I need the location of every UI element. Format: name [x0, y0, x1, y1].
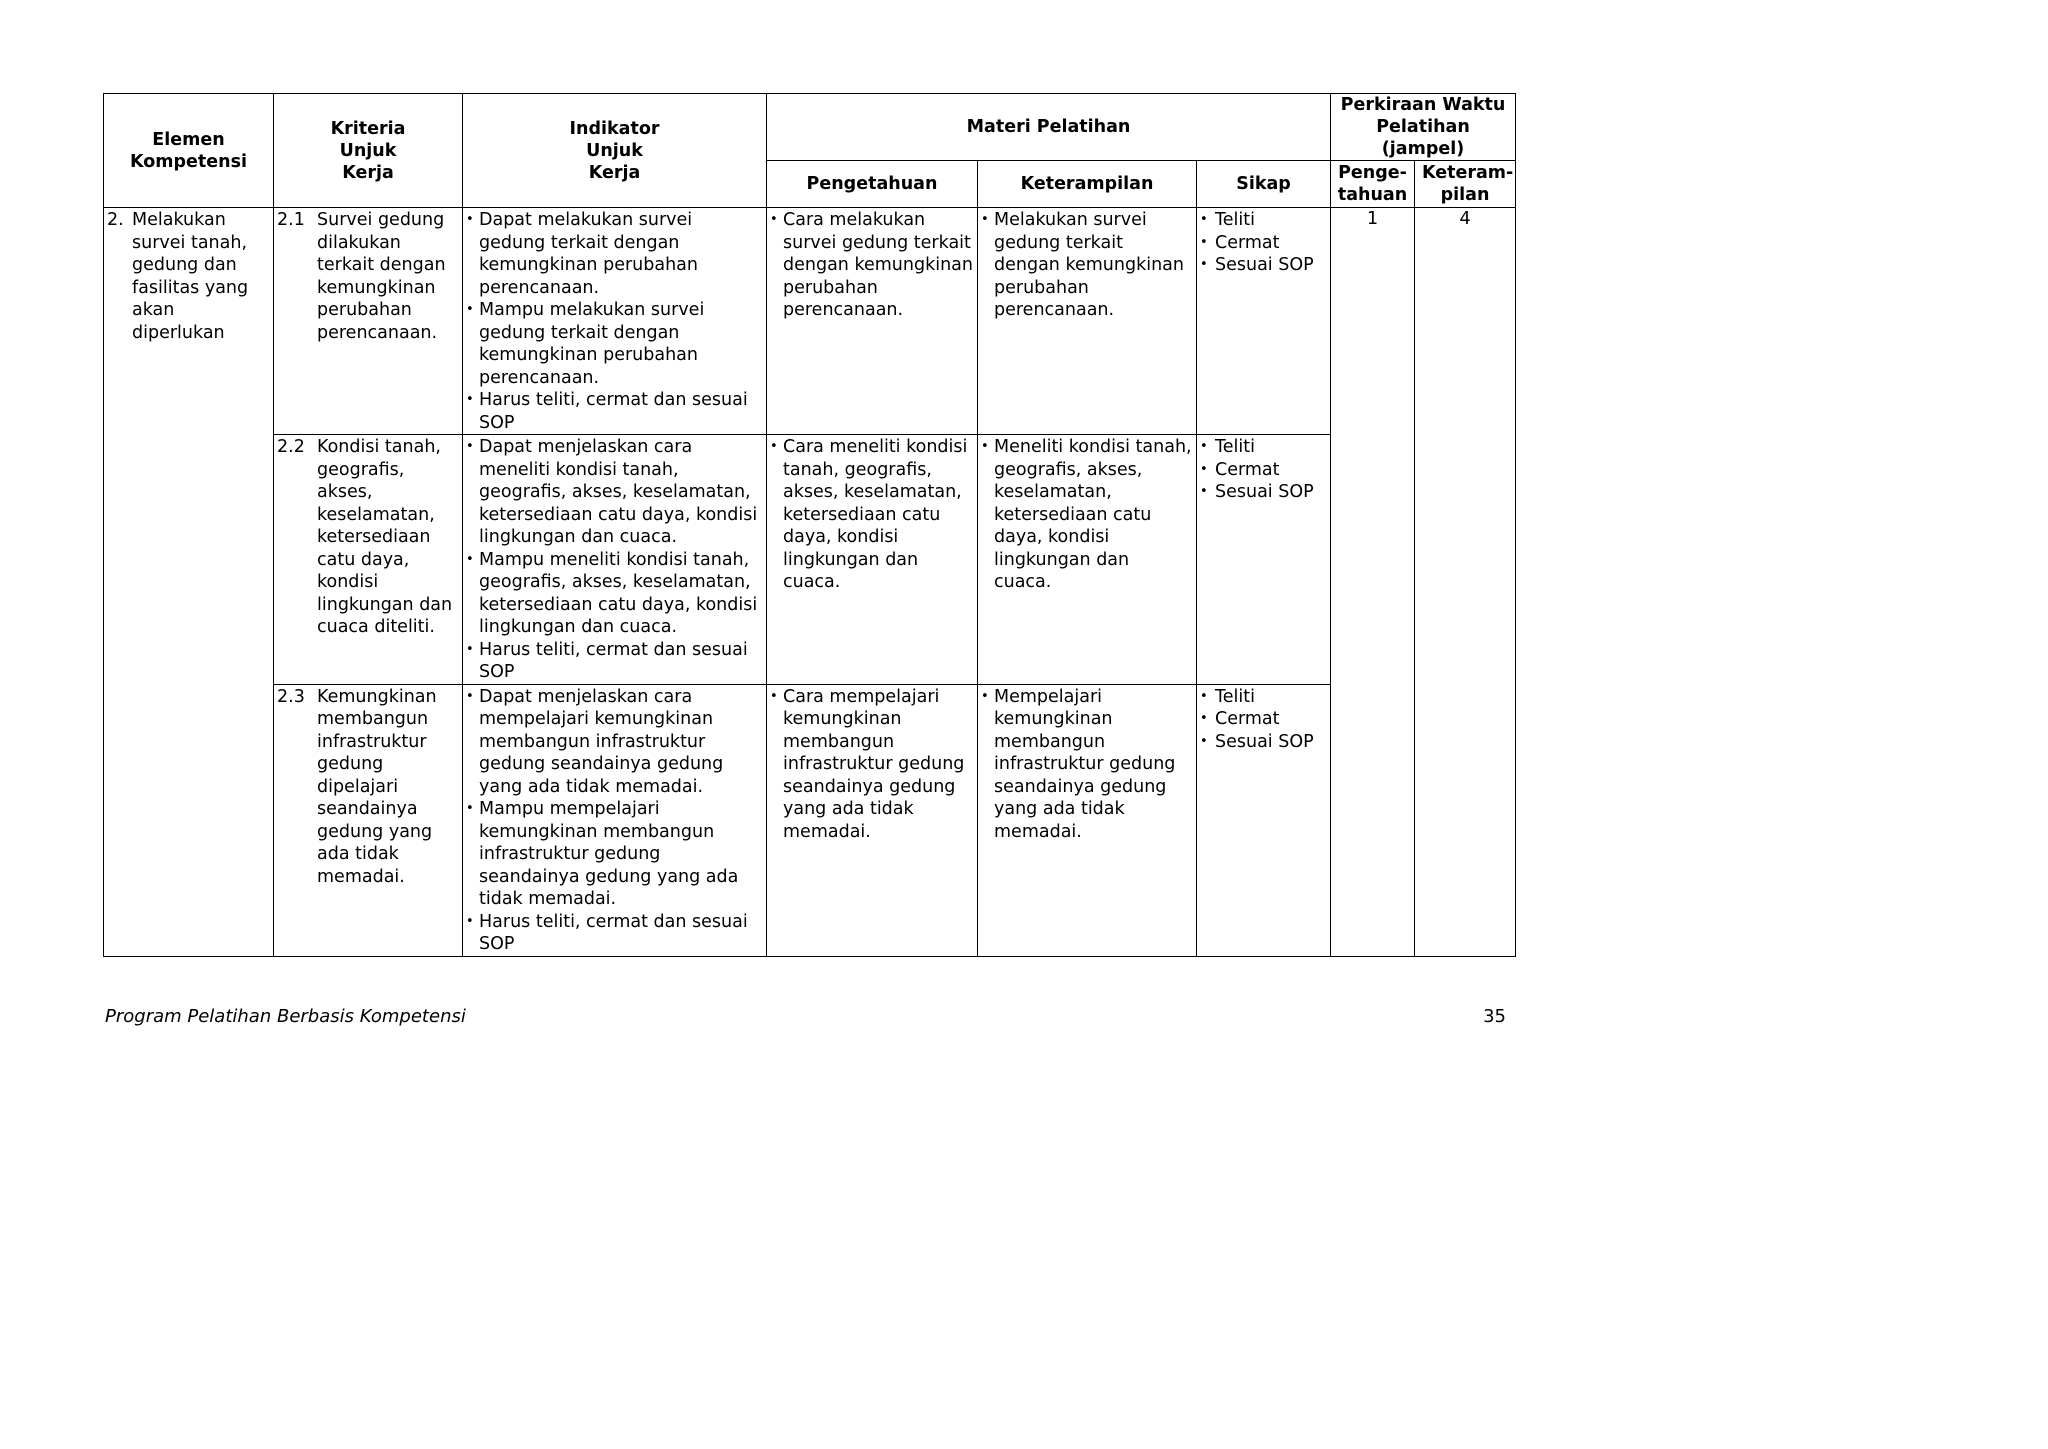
keterampilan-list — [978, 208, 1196, 322]
table-row — [104, 684, 1516, 956]
list-item: • Meneliti kondisi tanah, geografis, akses, keselamatan, ketersediaan catu daya, kondisi lingkungan dan cuaca. — [981, 436, 1192, 594]
kuk-text: Survei gedung dilakukan terkait dengan kemungkinan perubahan perencanaan. — [317, 210, 446, 343]
pengetahuan-list — [767, 685, 977, 844]
elemen-number: 2. — [107, 210, 124, 230]
list-item: • Mampu meneliti kondisi tanah, geografis, akses, keselamatan, ketersediaan catu daya, kondisi lingkungan dan cuaca. — [466, 549, 762, 639]
list-item: • Cermat — [1200, 708, 1326, 731]
list-item: • Dapat menjelaskan cara mempelajari kemungkinan membangun infrastruktur gedung seandainya gedung yang ada tidak memadai. — [466, 686, 762, 799]
competency-table — [103, 93, 1516, 957]
sikap-list — [1197, 435, 1330, 504]
list-item: • Cara melakukan survei gedung terkait dengan kemungkinan perubahan perencanaan. — [770, 209, 973, 322]
list-item: • Harus teliti, cermat dan sesuai SOP — [466, 389, 762, 434]
sikap-cell — [1197, 435, 1331, 685]
pengetahuan-cell — [767, 684, 978, 956]
kuk-number: 2.3 — [277, 686, 305, 707]
list-item: • Harus teliti, cermat dan sesuai SOP — [466, 639, 762, 684]
header-elemen-kompetensi: Elemen Kompetensi — [104, 94, 274, 208]
header-kriteria-unjuk-kerja: Kriteria Unjuk Kerja — [274, 94, 463, 208]
keterampilan-list — [978, 685, 1196, 844]
keterampilan-cell — [978, 684, 1197, 956]
indikator-cell — [463, 435, 767, 685]
header-perkiraan-waktu: Perkiraan Waktu Pelatihan (jampel) — [1331, 94, 1516, 161]
list-item: • Cara meneliti kondisi tanah, geografis, akses, keselamatan, ketersediaan catu daya, kondisi lingkungan dan cuaca. — [770, 436, 973, 594]
list-item: • Cara mempelajari kemungkinan membangun infrastruktur gedung seandainya gedung yang ada tidak memadai. — [770, 686, 973, 844]
kuk-text: Kondisi tanah, geografis, akses, keselamatan, ketersediaan catu daya, kondisi lingkungan dan cuaca diteliti. — [317, 437, 453, 637]
list-item: • Mempelajari kemungkinan membangun infrastruktur gedung seandainya gedung yang ada tidak memadai. — [981, 686, 1192, 844]
keterampilan-cell — [978, 435, 1197, 685]
list-item: • Sesuai SOP — [1200, 731, 1326, 754]
keterampilan-cell — [978, 208, 1197, 435]
header-jampel-keterampilan: Keteram- pilan — [1415, 161, 1516, 208]
header-sikap: Sikap — [1197, 161, 1331, 208]
footer-page-number: 35 — [1483, 1006, 1506, 1027]
pengetahuan-list — [767, 435, 977, 594]
indikator-cell — [463, 684, 767, 956]
header-jampel-pengetahuan: Penge- tahuan — [1331, 161, 1415, 208]
table-row — [104, 208, 1516, 435]
list-item: • Teliti — [1200, 209, 1326, 232]
kuk-cell — [274, 684, 463, 956]
list-item: • Cermat — [1200, 232, 1326, 255]
header-materi-pelatihan: Materi Pelatihan — [767, 94, 1331, 161]
kuk-cell — [274, 208, 463, 435]
jampel-pengetahuan-value: 1 — [1331, 208, 1415, 957]
elemen-cell — [104, 208, 274, 957]
indikator-list — [463, 435, 766, 684]
kuk-number: 2.2 — [277, 437, 305, 457]
table-body — [104, 208, 1516, 957]
kuk-number: 2.1 — [277, 210, 305, 230]
list-item: • Mampu melakukan survei gedung terkait dengan kemungkinan perubahan perencanaan. — [466, 299, 762, 389]
header-keterampilan: Keterampilan — [978, 161, 1197, 208]
sikap-cell — [1197, 208, 1331, 435]
indikator-cell — [463, 208, 767, 435]
indikator-list — [463, 685, 766, 956]
keterampilan-list — [978, 435, 1196, 594]
list-item: • Sesuai SOP — [1200, 254, 1326, 277]
list-item: • Teliti — [1200, 436, 1326, 459]
list-item: • Dapat melakukan survei gedung terkait dengan kemungkinan perubahan perencanaan. — [466, 209, 762, 299]
sikap-cell — [1197, 684, 1331, 956]
sikap-list — [1197, 685, 1330, 754]
pengetahuan-cell — [767, 435, 978, 685]
sikap-list — [1197, 208, 1330, 277]
list-item: • Melakukan survei gedung terkait dengan kemungkinan perubahan perencanaan. — [981, 209, 1192, 322]
footer-document-title: Program Pelatihan Berbasis Kompetensi — [105, 1006, 466, 1027]
list-item: • Harus teliti, cermat dan sesuai SOP — [466, 911, 762, 956]
list-item: • Mampu mempelajari kemungkinan membangun infrastruktur gedung seandainya gedung yang ada tidak memadai. — [466, 798, 762, 911]
indikator-list — [463, 208, 766, 434]
list-item: • Teliti — [1200, 686, 1326, 709]
list-item: • Sesuai SOP — [1200, 481, 1326, 504]
elemen-text: Melakukan survei tanah, gedung dan fasilitas yang akan diperlukan — [132, 210, 249, 343]
pengetahuan-cell — [767, 208, 978, 435]
header-pengetahuan: Pengetahuan — [767, 161, 978, 208]
list-item: • Dapat menjelaskan cara meneliti kondisi tanah, geografis, akses, keselamatan, ketersediaan catu daya, kondisi lingkungan dan cuaca. — [466, 436, 762, 549]
kuk-text: Kemungkinan membangun infrastruktur gedung dipelajari seandainya gedung yang ada tidak memadai. — [317, 686, 437, 887]
header-indikator-unjuk-kerja: Indikator Unjuk Kerja — [463, 94, 767, 208]
table-row — [104, 435, 1516, 685]
list-item: • Cermat — [1200, 459, 1326, 482]
jampel-keterampilan-value: 4 — [1415, 208, 1516, 957]
kuk-cell — [274, 435, 463, 685]
pengetahuan-list — [767, 208, 977, 322]
